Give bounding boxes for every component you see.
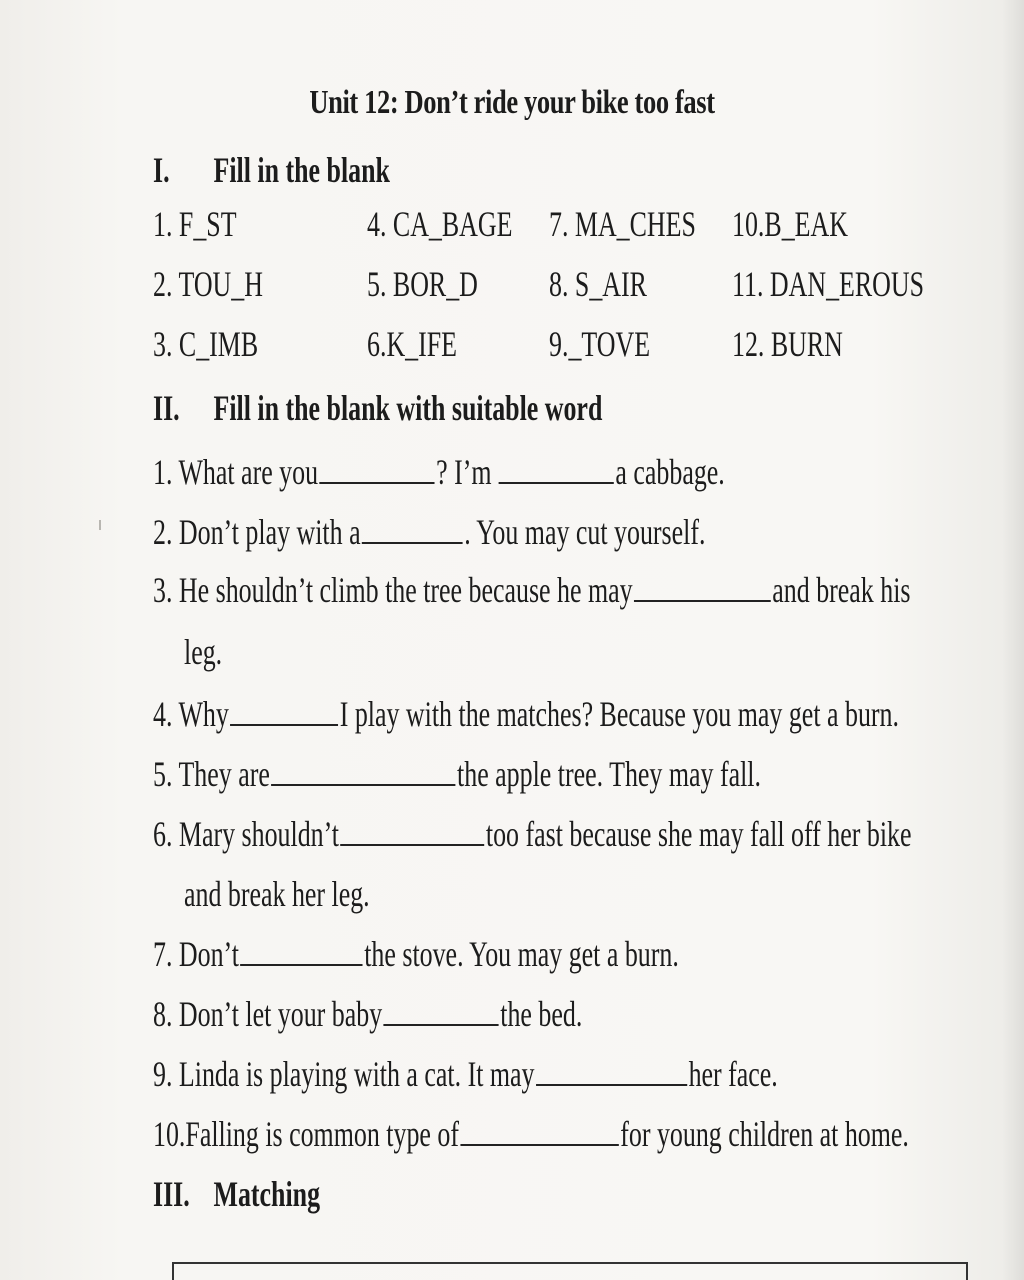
word-item: 9._TOVE — [549, 324, 651, 364]
answer-blank[interactable] — [499, 452, 614, 484]
exercise-item — [153, 932, 679, 976]
paper-speck — [99, 520, 101, 530]
answer-blank[interactable] — [362, 512, 463, 544]
answer-blank[interactable] — [240, 934, 362, 966]
exercise-item — [153, 450, 725, 494]
exercise-item-continued: and break her leg. — [184, 874, 370, 914]
item-text: too fast because she may fall off her bike — [485, 814, 912, 854]
section-3-number: III. — [153, 1174, 190, 1214]
item-text: 7. Don’t — [153, 934, 239, 974]
answer-blank[interactable] — [271, 754, 455, 786]
answer-blank[interactable] — [230, 694, 338, 726]
item-text: 3. He shouldn’t climb the tree because he may — [153, 570, 633, 610]
exercise-item — [153, 692, 899, 736]
word-item: 11. DAN_EROUS — [732, 264, 925, 304]
page-edge-shadow — [1002, 0, 1024, 1280]
section-1-number: I. — [153, 150, 170, 190]
word-item: 10.B_EAK — [732, 204, 848, 244]
item-text: 1. What are you — [153, 452, 319, 492]
item-text: 8. Don’t let your baby — [153, 994, 383, 1034]
item-text: the stove. You may get a burn. — [364, 934, 679, 974]
answer-blank[interactable] — [384, 994, 499, 1026]
matching-table-top — [172, 1262, 968, 1280]
item-text: the bed. — [500, 994, 583, 1034]
exercise-item-continued: leg. — [184, 632, 223, 672]
item-text: 4. Why — [153, 694, 229, 734]
word-item: 7. MA_CHES — [549, 204, 696, 244]
word-item: 12. BURN — [732, 324, 843, 364]
item-text: 2. Don’t play with a — [153, 512, 361, 552]
item-text: ? I’m — [436, 452, 492, 492]
word-item: 6.K_IFE — [367, 324, 457, 364]
word-item: 5. BOR_D — [367, 264, 478, 304]
item-text: her face. — [688, 1054, 778, 1094]
item-text: 10.Falling is common type of — [153, 1114, 459, 1154]
section-1-title: Fill in the blank — [213, 150, 390, 190]
item-text: 6. Mary shouldn’t — [153, 814, 339, 854]
answer-blank[interactable] — [320, 452, 435, 484]
item-text: the apple tree. They may fall. — [457, 754, 761, 794]
item-text: I play with the matches? Because you may get a burn. — [339, 694, 899, 734]
exercise-item — [153, 992, 582, 1036]
word-item: 4. CA_BAGE — [367, 204, 513, 244]
section-3-heading — [153, 1172, 320, 1216]
section-2-title: Fill in the blank with suitable word — [213, 388, 603, 428]
exercise-item — [153, 1112, 909, 1156]
exercise-item — [153, 568, 910, 612]
item-text: 5. They are — [153, 754, 270, 794]
section-2-heading — [153, 386, 602, 430]
word-item: 2. TOU_H — [153, 264, 263, 304]
exercise-item — [153, 752, 761, 796]
worksheet-title: Unit 12: Don’t ride your bike too fast — [309, 84, 715, 121]
item-text: . You may cut yourself. — [464, 512, 706, 552]
word-item: 8. S_AIR — [549, 264, 647, 304]
answer-blank[interactable] — [340, 814, 484, 846]
item-text: for young children at home. — [620, 1114, 909, 1154]
exercise-item — [153, 812, 911, 856]
item-text: 9. Linda is playing with a cat. It may — [153, 1054, 535, 1094]
word-item: 3. C_IMB — [153, 324, 259, 364]
exercise-item — [153, 510, 705, 554]
section-2-number: II. — [153, 388, 180, 428]
answer-blank[interactable] — [536, 1054, 687, 1086]
section-3-title: Matching — [213, 1174, 321, 1214]
answer-blank[interactable] — [634, 570, 771, 602]
word-item: 1. F_ST — [153, 204, 237, 244]
answer-blank[interactable] — [460, 1114, 618, 1146]
item-text: and break his — [772, 570, 911, 610]
section-1-heading — [153, 148, 390, 192]
item-text: a cabbage. — [615, 452, 725, 492]
exercise-item — [153, 1052, 778, 1096]
